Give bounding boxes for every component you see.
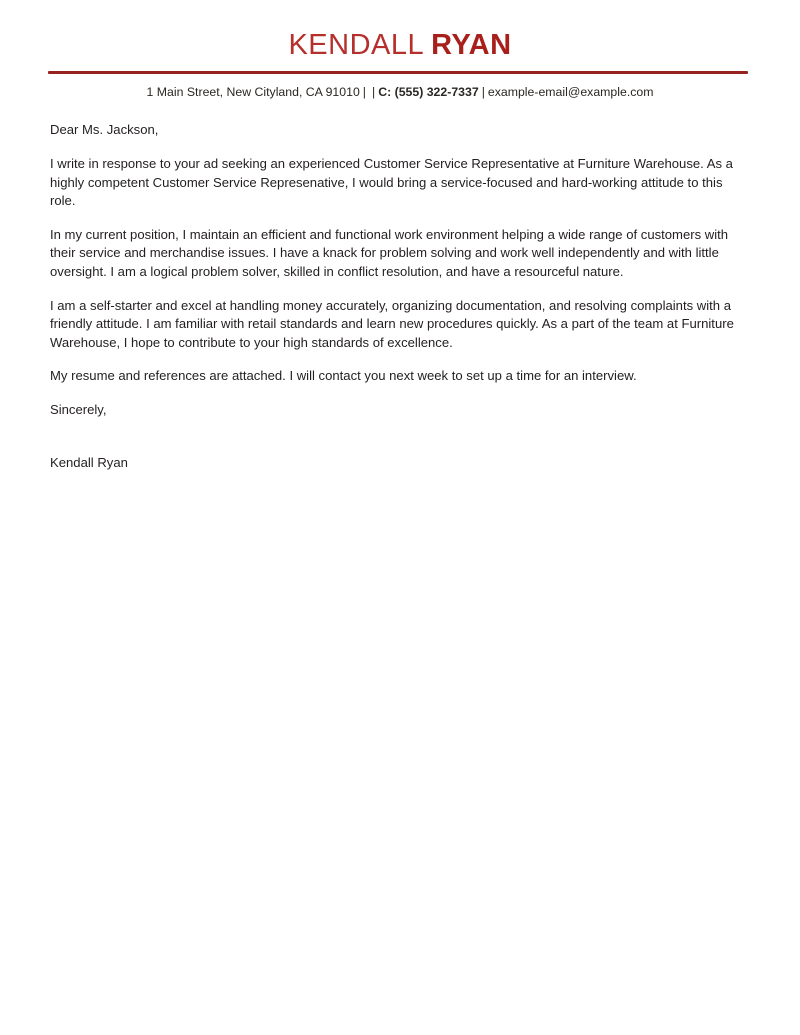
letter-body (0, 99, 800, 472)
letterhead (0, 0, 800, 99)
contact-phone: C: (555) 322-7337 (378, 85, 479, 100)
last-name: RYAN (431, 29, 512, 61)
body-paragraph-2: In my current position, I maintain an efficient and functional work environment helping a wide range of customers with their service and merchandise issues. I have a knack for problem solving and work well independently and with little oversight. I am a logical problem solver, skilled in conflict resolution, and have a resourceful nature. (50, 226, 729, 279)
closing-salutation: Sincerely, (50, 401, 107, 417)
body-paragraph-3: I am a self-starter and excel at handling money accurately, organizing documentation, and resolving complaints with a friendly attitude. I am familiar with retail standards and learn new procedures quickly. As a part of the team at Furniture Warehouse, I hope to contribute to your high standards of excellence. (50, 297, 734, 350)
signature-space (50, 420, 750, 454)
page-title (0, 30, 800, 60)
body-paragraph-4: My resume and references are attached. I will contact you next week to set up a time for an interview. (50, 368, 637, 384)
contact-address: 1 Main Street, New Cityland, CA 91010 (146, 85, 360, 100)
signature-name: Kendall Ryan (50, 454, 128, 470)
first-name: KENDALL (288, 29, 425, 61)
contact-email: example-email@example.com (487, 85, 654, 100)
header-divider (48, 71, 748, 74)
salutation: Dear Ms. Jackson, (50, 122, 159, 138)
contact-separator-3: | (481, 85, 485, 100)
contact-separator-1: | (362, 85, 366, 100)
contact-info (0, 85, 800, 99)
contact-separator-2: | (372, 85, 376, 100)
body-paragraph-1: I write in response to your ad seeking an experienced Customer Service Representative at Furniture Warehouse. As a highly competent Customer Service Represenative, I would bring a service-focused and hard-working attitude to this role. (50, 156, 733, 209)
